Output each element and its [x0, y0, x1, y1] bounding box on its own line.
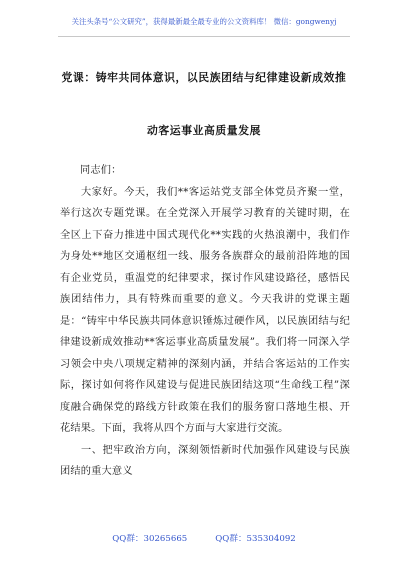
header-promo-note: 关注头条号“公文研究”，获得最新最全最专业的公文资料库！ 微信：gongwenyj — [71, 17, 337, 26]
section-heading: 一、把牢政治方向，深刻领悟新时代加强作风建设与民族团结的重大意义 — [60, 444, 350, 477]
document-title-line-1: 党课：铸牢共同体意识，以民族团结与纪律建设新成效推 — [61, 71, 347, 84]
salutation: 同志们： — [80, 165, 122, 176]
header-divider — [58, 36, 350, 37]
footer-qq-group-2: QQ群：535304092 — [215, 534, 296, 544]
footer-qq-group-1: QQ群：30265665 — [112, 534, 188, 544]
body-paragraph: 大家好。今天，我们**客运站党支部全体党员齐聚一堂，举行这次专题党课。在全党深入开展学习教育的关键时期，在全区上下奋力推进中国式现代化**实践的火热浪潮中，我们作为身处**地区交通枢纽一线、服务各族群众的最前沿阵地的国有企业党员，重温党的纪律要求，探讨作风建设路径，感悟民族团结伟力，具有特殊而重要的意义。今天我讲的党课主题是：“铸牢中华民族共同体意识锤炼过硬作风，以民族团结与纪律建设新成效推动**客运事业高质量发展”。我们将一同深入学习领会中央八项规定精神的深刻内涵，并结合客运站的工作实际，探讨如何将作风建设与促进民族团结这项“生命线工程”深度融合确保党的路线方针政策在我们的服务窗口落地生根、开花结果。下面，我将从四个方面与大家进行交流。 — [60, 186, 350, 434]
footer-contact — [0, 532, 408, 544]
document-body — [60, 160, 350, 483]
document-title-line-2: 动客运事业高质量发展 — [147, 124, 261, 137]
